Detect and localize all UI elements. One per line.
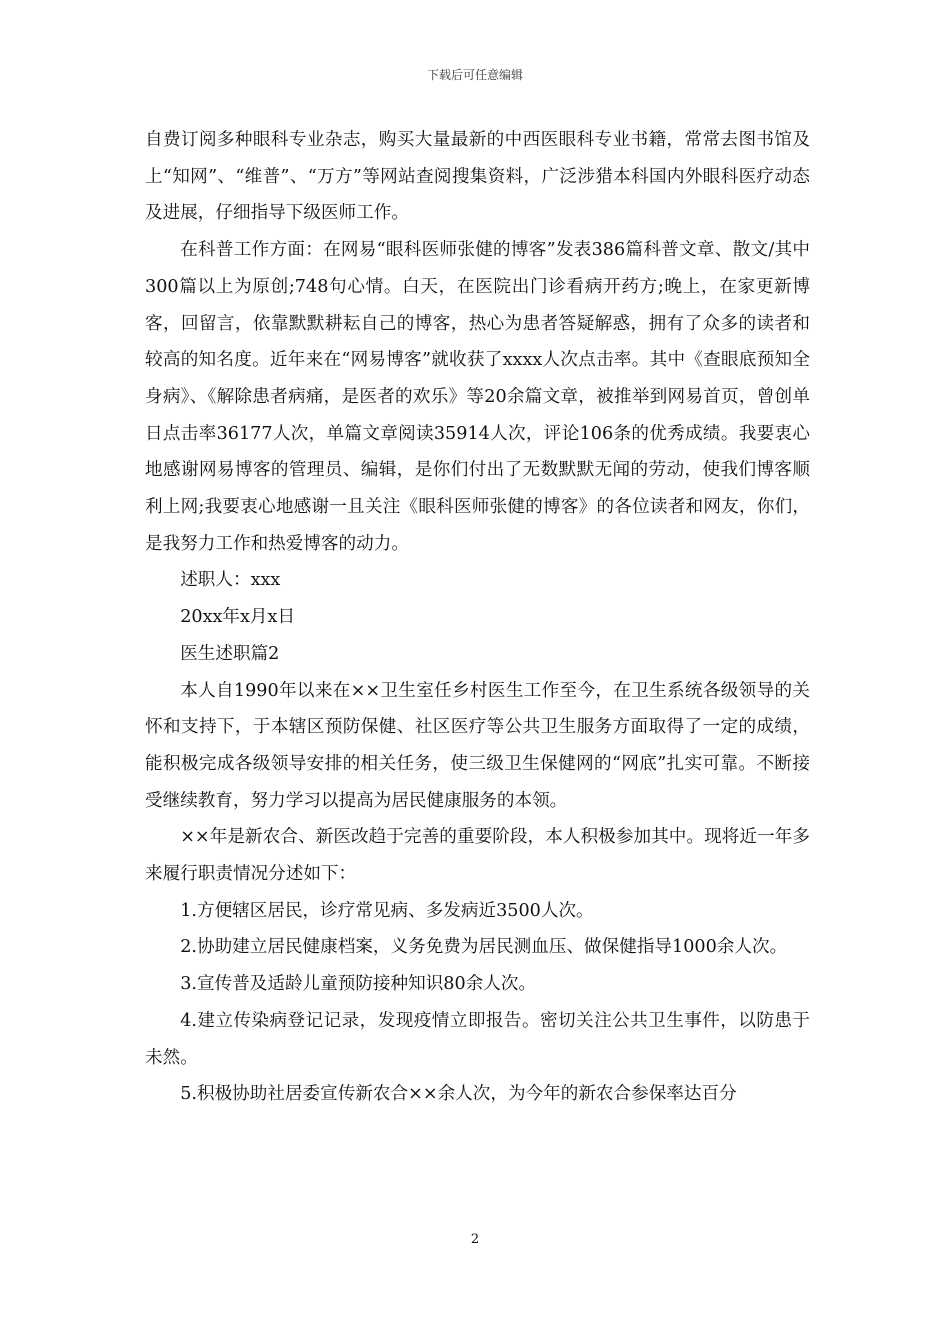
page-header: 下载后可任意编辑 [426, 68, 523, 82]
paragraph-science-popularization: 在科普工作方面：在网易“眼科医师张健的博客”发表386篇科普文章、散文/其中300篇以上为原创;748句心情。白天，在医院出门诊看病开药方;晚上，在家更新博客，回留言，依靠默默耕耘自己的博客，热心为患者答疑解惑，拥有了众多的读者和较高的知名度。近年来在“网易博客”就收获了xxxx人次点击率。其中《查眼底预知全身病》、《解除患者病痛，是医者的欢乐》等20余篇文章，被推举到网易首页，曾创单日点击率36177人次，单篇文章阅读35914人次，评论106条的优秀成绩。我要衷心地感谢网易博客的管理员、编辑，是你们付出了无数默默无闻的劳动，使我们博客顺利上网;我要衷心地感谢一且关注《眼科医师张健的博客》的各位读者和网友，你们，是我努力工作和热爱博客的动力。 [145, 240, 810, 554]
signature-reporter: 述职人：xxx [180, 570, 281, 591]
list-item-2: 2.协助建立居民健康档案，义务免费为居民测血压、做保健指导1000余人次。 [180, 937, 788, 958]
paragraph-overview: ××年是新农合、新医改趋于完善的重要阶段，本人积极参加其中。现将近一年多来履行职责情况分述如下： [145, 827, 810, 885]
list-item-4: 4.建立传染病登记记录，发现疫情立即报告。密切关注公共卫生事件，以防患于未然。 [145, 1010, 810, 1068]
signature-date: 20xx年x月x日 [180, 607, 296, 628]
paragraph-continuation: 自费订阅多种眼科专业杂志，购买大量最新的中西医眼科专业书籍，常常去图书馆及上“知网”、“维普”、“万方”等网站查阅搜集资料，广泛涉猎本科国内外眼科医疗动态及进展，仔细指导下级医师工作。 [145, 130, 810, 224]
section-heading: 医生述职篇2 [180, 643, 280, 664]
paragraph-intro: 本人自1990年以来在××卫生室任乡村医生工作至今，在卫生系统各级领导的关怀和支持下，于本辖区预防保健、社区医疗等公共卫生服务方面取得了一定的成绩，能积极完成各级领导安排的相关任务，使三级卫生保健网的“网底”扎实可靠。不断接受继续教育，努力学习以提高为居民健康服务的本领。 [145, 680, 810, 811]
list-item-1: 1.方便辖区居民，诊疗常见病、多发病近3500人次。 [180, 900, 594, 921]
document-body [145, 122, 810, 1113]
page-number: 2 [470, 1232, 480, 1247]
list-item-5: 5.积极协助社居委宣传新农合××余人次，为今年的新农合参保率达百分 [180, 1084, 737, 1105]
list-item-3: 3.宣传普及适龄儿童预防接种知识80余人次。 [180, 974, 537, 995]
